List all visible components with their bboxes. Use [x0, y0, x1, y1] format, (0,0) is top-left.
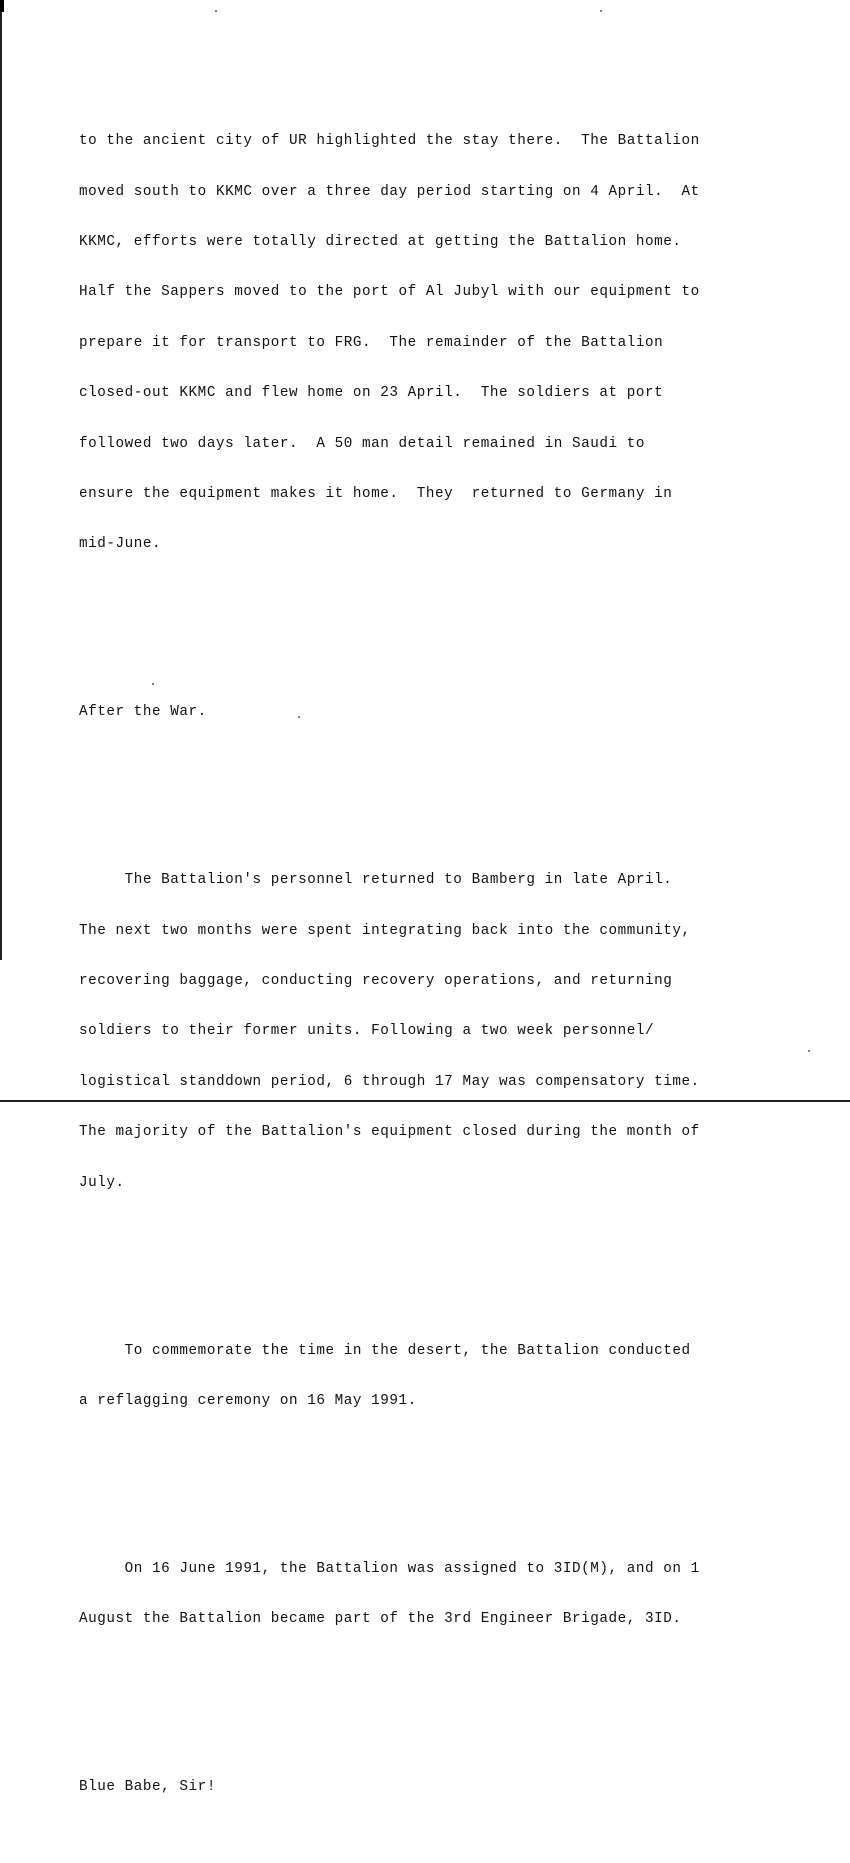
section-heading: After the War.: [79, 704, 207, 721]
text-line: On 16 June 1991, the Battalion was assigned to 3ID(M), and on 1: [79, 1560, 700, 1577]
text-line: recovering baggage, conducting recovery operations, and returning: [79, 973, 673, 990]
text-line: a reflagging ceremony on 16 May 1991.: [79, 1392, 417, 1409]
text-line: to the ancient city of UR highlighted the stay there. The Battalion: [79, 133, 700, 150]
scan-speck: [600, 10, 602, 12]
text-line: The next two months were spent integrating back into the community,: [79, 922, 691, 939]
text-line: July.: [79, 1174, 125, 1191]
text-line: mid-June.: [79, 536, 162, 553]
paragraph-gap: [79, 1695, 779, 1712]
scan-speck: [215, 10, 217, 12]
section-heading-after-war: [79, 671, 779, 755]
scan-corner-mark: [0, 0, 4, 12]
text-line: KKMC, efforts were totally directed at getting the Battalion home.: [79, 233, 682, 250]
text-line: ensure the equipment makes it home. They returned to Germany in: [79, 485, 673, 502]
document-body: [79, 66, 779, 1863]
paragraph-assignment: [79, 1527, 779, 1661]
text-line: To commemorate the time in the desert, the Battalion conducted: [79, 1342, 691, 1359]
paragraph-return-bamberg: [79, 839, 779, 1225]
text-line: The Battalion's personnel returned to Bamberg in late April.: [79, 872, 673, 889]
paragraph-intro-continued: [79, 100, 779, 587]
text-line: Half the Sappers moved to the port of Al Jubyl with our equipment to: [79, 284, 700, 301]
text-line: soldiers to their former units. Following a two week personnel/: [79, 1023, 655, 1040]
text-line: closed-out KKMC and flew home on 23 April. The soldiers at port: [79, 385, 664, 402]
paragraph-gap: [79, 788, 779, 805]
text-line: moved south to KKMC over a three day period starting on 4 April. At: [79, 183, 700, 200]
paragraph-closing: [79, 1746, 779, 1830]
scan-bottom-rule: [0, 1100, 850, 1102]
paragraph-gap: [79, 1259, 779, 1276]
scan-speck: [808, 1050, 810, 1052]
closing-line: Blue Babe, Sir!: [79, 1779, 216, 1796]
paragraph-gap: [79, 1477, 779, 1494]
text-line: The majority of the Battalion's equipment closed during the month of: [79, 1124, 700, 1141]
text-line: logistical standdown period, 6 through 17 May was compensatory time.: [79, 1073, 700, 1090]
scan-left-edge: [0, 0, 2, 960]
text-line: prepare it for transport to FRG. The remainder of the Battalion: [79, 334, 664, 351]
text-line: followed two days later. A 50 man detail remained in Saudi to: [79, 435, 646, 452]
paragraph-reflagging: [79, 1309, 779, 1443]
text-line: August the Battalion became part of the 3rd Engineer Brigade, 3ID.: [79, 1611, 682, 1628]
paragraph-gap: [79, 620, 779, 637]
